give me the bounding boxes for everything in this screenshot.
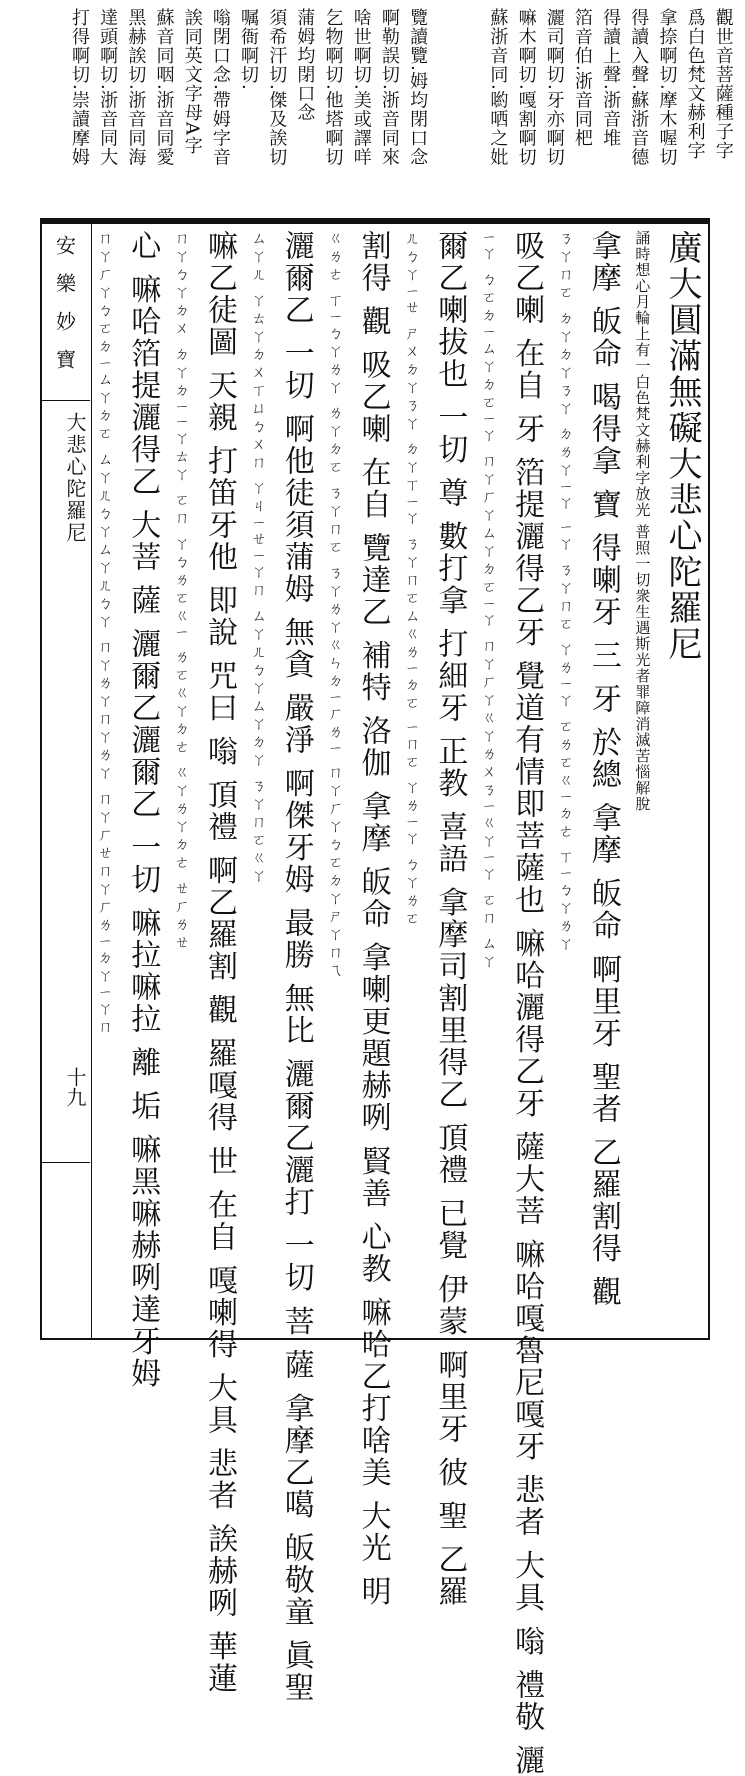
sutra-text-body bbox=[95, 230, 702, 1776]
annotation-column: 觀世音菩薩種子字 bbox=[712, 8, 734, 160]
annotation-column: 蘇音同咽.浙音同愛 bbox=[153, 8, 175, 167]
top-annotation-notes bbox=[70, 8, 732, 220]
annotation-column: 達頭啊切.浙音同大 bbox=[97, 8, 119, 167]
annotation-column: 啊勒誤切.浙音同來 bbox=[378, 8, 400, 167]
annotation-column: 黑赫誒切.浙音同海 bbox=[125, 8, 147, 167]
phonetic-column: ㄇㄚㄏㄚㄅㄛㄉㄧㄙㄚㄉㄛ ㄙㄚㄦㄅㄚㄙㄚㄦㄅㄚ ㄇㄚㄌㄚㄇㄚㄌㄚ ㄇㄚㄏㄝㄇㄚㄏㄌㄧㄉㄚㄧㄚㄇ bbox=[95, 230, 114, 1037]
text-column: 爾乙喇拔也 一切 尊 數打拿 打細牙 正教 喜語 拿摩司割里得乙 頂禮 已覺 伊蒙 啊里牙 彼 聖 乙羅 bbox=[432, 230, 468, 1608]
annotation-column: 嘛木啊切.嘎割啊切 bbox=[515, 8, 537, 167]
phonetic-column: ㄦㄅㄚㄧㄝ ㄕㄨㄉㄚㄋㄚ ㄉㄚㄒㄧㄚ ㄋㄚㄇㄛㄙㄍㄌㄧㄉㄛ ㄧㄇㄛ ㄚㄌㄧㄚ ㄅㄚㄌㄛ bbox=[403, 230, 422, 928]
text-column: 吸乙喇 在自 牙 箔提灑得乙牙 覺道有情即菩薩也 嘛哈灑得乙牙 薩大菩 嘛哈嘎魯尼嘎牙 悲者 大具 嗡 禮敬 灑 bbox=[509, 230, 545, 1776]
page-number: 十九 bbox=[63, 1067, 87, 1107]
annotation-column: 打得啊切.崇讀摩姆 bbox=[69, 8, 90, 167]
phonetic-column: ㄋㄚㄇㄛ ㄉㄚㄉㄚㄋㄚ ㄉㄌㄚㄧㄚ ㄧㄚ ㄋㄚㄇㄛ ㄚㄌㄧㄚ ㄛㄌㄛㄍㄧㄉㄜ ㄒㄧㄅㄚㄌㄚ bbox=[556, 230, 575, 954]
phonetic-column: ㄇㄚㄅㄚㄉㄨ ㄉㄚㄉㄧㄧㄚㄊㄚ ㄛㄇ ㄚㄅㄌㄛㄍㄧ ㄌㄛㄍㄚㄉㄜ ㄍㄚㄌㄚㄉㄜ ㄝㄏㄌㄝ bbox=[172, 230, 191, 952]
annotation-column: 得讀上聲.浙音堆 bbox=[600, 8, 622, 148]
annotation-column: 嗡閉口念.帶姆字音 bbox=[209, 8, 231, 167]
annotation-column: 拿捺啊切.摩木喔切 bbox=[656, 8, 678, 167]
annotation-column: 灑司啊切.牙亦啊切 bbox=[543, 8, 565, 167]
annotation-column: 覽讀覽.姆均閉口念 bbox=[407, 8, 429, 167]
phonetic-column: ㄧㄚ ㄅㄛㄉㄧㄙㄚㄉㄛㄧㄚ ㄇㄚㄏㄚㄙㄚㄉㄛㄧㄚ ㄇㄚㄏㄚㄍㄚㄌㄨㄋㄧㄍㄚㄧㄚ ㄛㄇ ㄙㄚ bbox=[479, 230, 498, 971]
annotation-column: 得讀入聲.蘇浙音德 bbox=[628, 8, 650, 167]
brand-title: 安樂妙寶 bbox=[40, 222, 90, 401]
sidebar-divider bbox=[40, 1162, 90, 1163]
annotation-column: 嘱衙啊切. bbox=[238, 8, 260, 91]
sutra-title: 廣大圓滿無礙大悲心陀羅尼 bbox=[661, 230, 702, 662]
text-column: 割得 觀 吸乙喇 在自 覽達乙 補特 洛伽 拿摩 皈命 拿喇更題赫咧 賢善 心教 嘛哈乙打啥美 大光 明 bbox=[355, 230, 391, 1608]
text-column: 灑爾乙 一切 啊他徒須蒲姆 無貪 嚴淨 啊傑牙姆 最勝 無比 灑爾乙灑打 一切 菩 薩 拿摩乙噶 皈敬童 眞聖 bbox=[278, 230, 314, 1704]
sidebar bbox=[40, 222, 92, 1340]
annotation-column: 啥世啊切.美或譯咩 bbox=[350, 8, 372, 167]
instruction-column: 誦時想心月輪上有一白色梵文赫利字放光 普照一切衆生遇斯光者罪障消滅苦惱解脫 bbox=[633, 230, 652, 812]
annotation-column: 乞物啊切.他塔啊切 bbox=[322, 8, 344, 167]
chapter-title: 大悲心陀羅尼 bbox=[63, 412, 87, 544]
annotation-gap bbox=[436, 8, 478, 220]
text-column: 拿摩 皈命 喝得拿 寶 得喇牙 三 牙 於總 拿摩 皈命 啊里牙 聖者 乙羅割得 觀 bbox=[585, 230, 621, 1308]
phonetic-column: ㄍㄌㄜ ㄒㄧㄅㄚㄌㄚ ㄌㄚㄉㄛ ㄋㄚㄇㄛ ㄋㄚㄌㄚㄍㄣㄉㄧㄏㄌㄧ ㄇㄚㄏㄚㄅㄛㄉㄚㄕㄚㄇㄟ bbox=[326, 230, 345, 980]
text-column: 嘛乙徒圖 天親 打笛牙他 即說 咒曰 嗡 頂禮 啊乙羅割 觀 羅嘎得 世 在自 嘎喇得 大具 悲者 誒赫咧 華蓮 bbox=[202, 230, 238, 1695]
annotation-column: 箔音伯.浙音同杷 bbox=[571, 8, 593, 148]
annotation-column: 誒同英文字母A字 bbox=[181, 8, 203, 155]
annotation-column: 爲白色梵文赫利字 bbox=[684, 8, 706, 160]
phonetic-column: ㄙㄚㄦ ㄚㄊㄚㄉㄨㄒㄩㄅㄨㄇ ㄚㄐㄧㄝㄧㄚㄇ ㄙㄚㄦㄅㄚㄙㄚㄉㄚ ㄋㄚㄇㄛㄍㄚ bbox=[249, 230, 268, 886]
annotation-column: 須希汗切.傑及誒切 bbox=[266, 8, 288, 167]
text-column: 心 嘛哈箔提灑得乙 大菩 薩 灑爾乙灑爾乙 一切 嘛拉嘛拉 離 垢 嘛黑嘛赫咧達牙姆 bbox=[125, 230, 161, 1390]
annotation-column: 蒲姆均閉口念 bbox=[294, 8, 316, 122]
annotation-column: 蘇浙音同.喲哂之妣 bbox=[487, 8, 509, 167]
